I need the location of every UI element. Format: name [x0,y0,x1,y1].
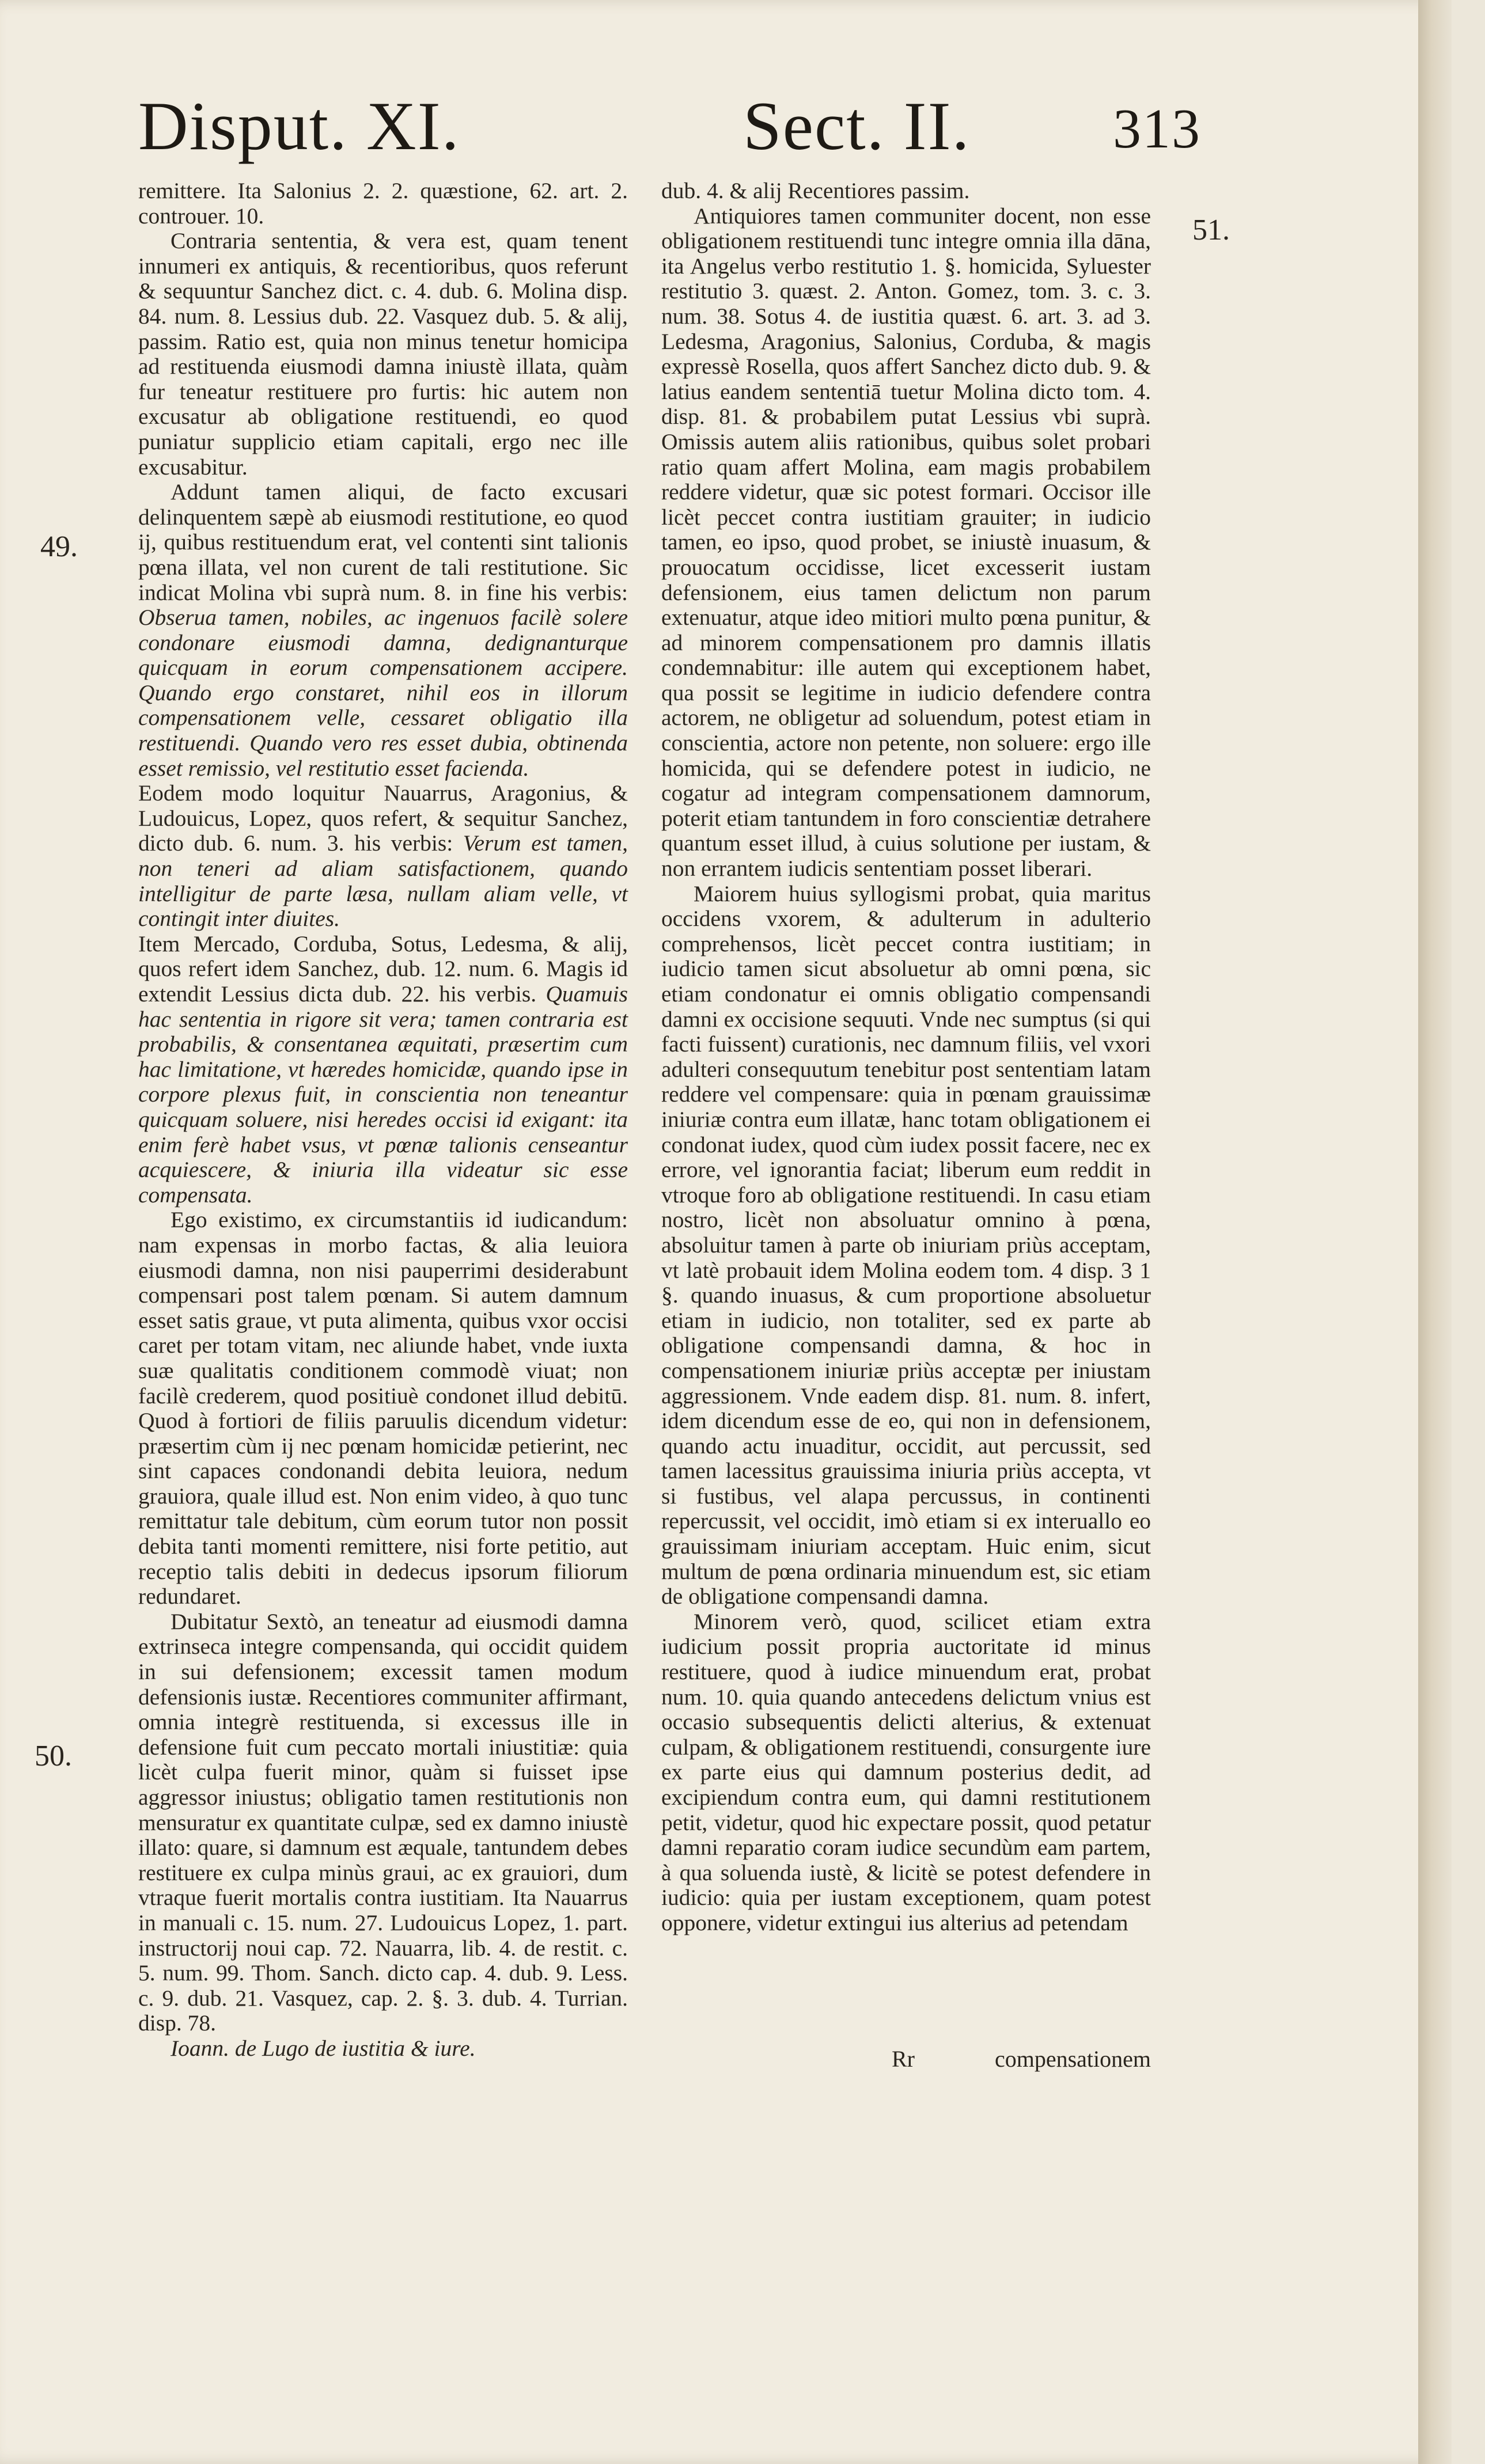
margin-number-49: 49. [40,530,78,563]
paragraph: Contraria sententia, & vera est, quam tenent innumeri ex antiquis, & recentioribus, quos referunt & sequuntur Sanchez dict. c. 4. dub. 6. Molina disp. 84. num. 8. Lessius dub. 22. Vasquez dub. 5. & alij, passim. Ratio est, quia non minus tenetur homicipa ad restituenda eiusmodi damna iniustè illata, quàm fur teneatur restituere pro furtis: hic autem non excusatur ab obligatione restituendi, eo quod puniatur supplicio etiam capitali, ergo nec ille excusabitur. [138,228,628,480]
page-number: 313 [1113,98,1201,160]
page-edge [1418,0,1452,2464]
margin-number-51: 51. [1192,214,1230,246]
quotation: Quamuis hac sententia in rigore sit vera; tamen contraria est probabilis, & consentanea æquitati, præsertim cum hac limitatione, vt hæredes homicidæ, quando ipse in corpore plexus fuit, in conscientia non teneantur quicquam soluere, nisi heredes occisi id exigant: ita enim ferè habet vsus, vt pœnæ talionis censeantur acquiescere, & iniuria illa videatur sic esse compensata. [138,981,628,1208]
margin-number-50: 50. [35,1740,72,1772]
paragraph: Antiquiores tamen communiter docent, non esse obligationem restituendi tunc integre omnia illa dāna, ita Angelus verbo restitutio 1. §. homicida, Syluester restitutio 3. quæst. 2. Anton. Gomez, tom. 3. c. 3. num. 38. Sotus 4. de iustitia quæst. 6. art. 3. ad 3. Ledesma, Aragonius, Salonius, Corduba, & magis expressè Rosella, quos affert Sanchez dicto dub. 9. & latius eandem sententiā tuetur Molina dicto tom. 4. disp. 81. & probabilem putat Lessius vbi suprà. Omissis autem aliis rationibus, quibus solet probari ratio quam affert Molina, eam magis probabilem reddere videtur, quæ sic potest formari. Occisor ille licèt peccet contra iustitiam grauiter; in iudicio tamen, eo ipso, quod probet, se iniustè inuasum, & prouocatum occidisse, licet excesserit iustam defensionem, eius tamen delictum non parum extenuatur, atque ideo mitiori multo pœna punitur, & ad minorem compensationem pro damnis illatis condemnabitur: ille autem qui exceptionem habet, qua possit se legitime in iudicio defendere contra actorem, ne obligetur ad soluendum, potest etiam in conscientia, actore non petente, non soluere: ergo ille homicida, qui se defendere potest in iudicio, ne cogatur ad integram compensationem damnorum, poterit etiam tantundem in foro conscientiæ detrahere quantum esset illud, à cuius solutione per iustam, & non errantem iudicis sententiam posset liberari. [661,203,1151,882]
quotation: Obserua tamen, nobiles, ac ingenuos facilè solere condonare eiusmodi damna, dedignanturque quicquam in eorum compensationem accipere. Quando ergo constaret, nihil eos in illorum compensationem velle, cessaret obligatio illa restituendi. Quando vero res esset dubia, obtinenda esset remissio, vel restitutio esset facienda. [138,605,628,781]
quotation: Verum est tamen, non teneri ad aliam satisfactionem, quando intelligitur de parte læsa, nullam aliam velle, vt contingit inter diuites. [138,830,628,932]
running-head [0,86,1452,184]
left-column [138,179,628,2061]
paragraph: Addunt tamen aliqui, de facto excusari delinquentem sæpè ab eiusmodi restitutione, eo quod ij, quibus restituendum erat, vel contenti sint talionis pœna illata, vel non curent de tali restitutione. Sic indicat Molina vbi suprà num. 8. in fine his verbis: Obserua tamen, nobiles, ac ingenuos facilè solere condonare eiusmodi damna, dedignanturque quicquam in eorum compensationem accipere. Quando ergo constaret, nihil eos in illorum compensationem velle, cessaret obligatio illa restituendi. Quando vero res esset dubia, obtinenda esset remissio, vel restitutio esset facienda. [138,479,628,781]
catchword: compensationem [994,2046,1151,2072]
paragraph: Item Mercado, Corduba, Sotus, Ledesma, & alij, quos refert idem Sanchez, dub. 12. num. 6. Magis id extendit Lessius dicta dub. 22. his verbis. Quamuis hac sententia in rigore sit vera; tamen contraria est probabilis, & consentanea æquitati, præsertim cum hac limitatione, vt hæredes homicidæ, quando ipse in corpore plexus fuit, in conscientia non teneantur quicquam soluere, nisi heredes occisi id exigant: ita enim ferè habet vsus, vt pœnæ talionis censeantur acquiescere, & iniuria illa videatur sic esse compensata. [138,931,628,1208]
paragraph: Minorem verò, quod, scilicet etiam extra iudicium possit propria auctoritate id minus restituere, quod à iudice minuendum erat, probat num. 10. quia quando antecedens delictum vnius est occasio subsequentis delicti alterius, & extenuat culpam, & obligationem restituendi, consurgente iure ex parte eius qui damnum posterius dedit, ad excipiendum contra eum, qui damni restitutionem petit, videtur, quod hic expectare possit, quod petatur damni reparatio coram iudice secundùm eam partem, à qua soluenda iustè, & licitè se potest defendere in iudicio: quia per iustam exceptionem, quam potest opponere, videtur extingui ius alterius ad petendam [661,1608,1151,1935]
citation-line: Ioann. de Lugo de iustitia & iure. [171,2035,476,2061]
running-head-section: Sect. II. [743,88,971,164]
paragraph: Ego existimo, ex circumstantiis id iudicandum: nam expensas in morbo factas, & alia leuiora eiusmodi damna, non nisi pauperrimi desiderabunt compensari post talem pœnam. Si autem damnum esset satis graue, vt puta alimenta, quibus vxor occisi caret per totam vitam, nec aliunde habet, vnde iuxta suæ qualitatis conditionem commodè viuat; non facilè crederem, quod positiuè condonet illud debitū. Quod à fortiori de filiis paruulis dicendum videtur: præsertim cùm ij nec pœnam homicidæ petierint, nec sint capaces condonandi debita leuiora, nedum grauiora, quale illud est. Non enim video, à quo tunc remittatur tale debitum, cùm eorum tutor non possit debita tanti momenti remittere, nisi forte petitio, aut receptio talis debiti in dedecus ipsorum filiorum redundaret. [138,1207,628,1609]
paragraph: Eodem modo loquitur Nauarrus, Aragonius, & Ludouicus, Lopez, quos refert, & sequitur Sanchez, dicto dub. 6. num. 3. his verbis: Verum est tamen, non teneri ad aliam satisfactionem, quando intelligitur de parte læsa, nullam aliam velle, vt contingit inter diuites. [138,780,628,932]
right-column [661,179,1151,1936]
paragraph: Dubitatur Sextò, an teneatur ad eiusmodi damna extrinseca integre compensanda, qui occidit quidem in sui defensionem; excessit tamen modum defensionis iustæ. Recentiores communiter affirmant, omnia integrè restituenda, si excessus ille in defensione fuit cum peccato mortali iniustitiæ: quia licèt culpa fuerit minor, quàm si fuisset ipse aggressor iniustus; obligatio tamen restitutionis non mensuratur ex quantitate culpæ, sed ex damno iniustè illato: quare, si damnum est æquale, tantundem debes restituere ex culpa minùs graui, ac ex grauiori, dum vtraque fuerit mortalis contra iustitiam. Ita Nauarrus in manuali c. 15. num. 27. Ludouicus Lopez, 1. part. instructorij noui cap. 72. Nauarra, lib. 4. de restit. c. 5. num. 99. Thom. Sanch. dicto cap. 4. dub. 9. Less. c. 9. dub. 21. Vasquez, cap. 2. §. 3. dub. 4. Turrian. disp. 78. [138,1608,628,2036]
paragraph: dub. 4. & alij Recentiores passim. [661,178,970,203]
paragraph: Maiorem huius syllogismi probat, quia maritus occidens vxorem, & adulterum in adulterio comprehensos, licèt peccet contra iustitiam; in iudicio tamen sicut absoluetur ab omni pœna, sic etiam condonatur ei omnis obligatio compensandi damni ex occisione sequuti. Vnde nec sumptus (si qui facti fuissent) curationis, nec damnum filiis, vel vxori adulteri consequutum tenebitur post sententiam latam reddere vel compensare: quia in pœnam grauissimæ iniuriæ contra eum illatæ, hanc totam obligationem ei condonat iudex, quod cùm iudex possit facere, nec ex errore, vel ignorantia faciat; liberum eum reddit in vtroque foro ab obligatione restituendi. In casu etiam nostro, licèt non absoluatur omnino à pœna, absoluitur tamen à parte ob iniuriam priùs acceptam, vt latè probauit idem Molina eodem tom. 4 disp. 3 1 §. quando inuasus, & cum proportione absoluetur etiam in iudicio, non totaliter, sed ex parte ab obligatione compensandi damna, & hoc in compensationem iniuriæ priùs acceptæ per iniustam aggressionem. Vnde eadem disp. 81. num. 8. infert, idem dicendum esse de eo, qui non in defensionem, quando actu inuaditur, occidit, aut percussit, sed tamen lacessitus grauissima iniuria priùs accepta, vt si fustibus, vel alapa percussus, in continenti repercussit, vel occidit, imò etiam si ex interuallo eo grauissimam iniuriam acceptam. Huic enim, sicut multum de pœna ordinaria minuendum est, sic etiam de obligatione compensandi damna. [661,880,1151,1609]
paragraph: remittere. Ita Salonius 2. 2. quæstione, 62. art. 2. controuer. 10. [138,178,628,229]
running-head-disputation: Disput. XI. [138,88,460,164]
signature-mark: Rr [892,2046,915,2072]
signature-line [661,2045,1151,2073]
